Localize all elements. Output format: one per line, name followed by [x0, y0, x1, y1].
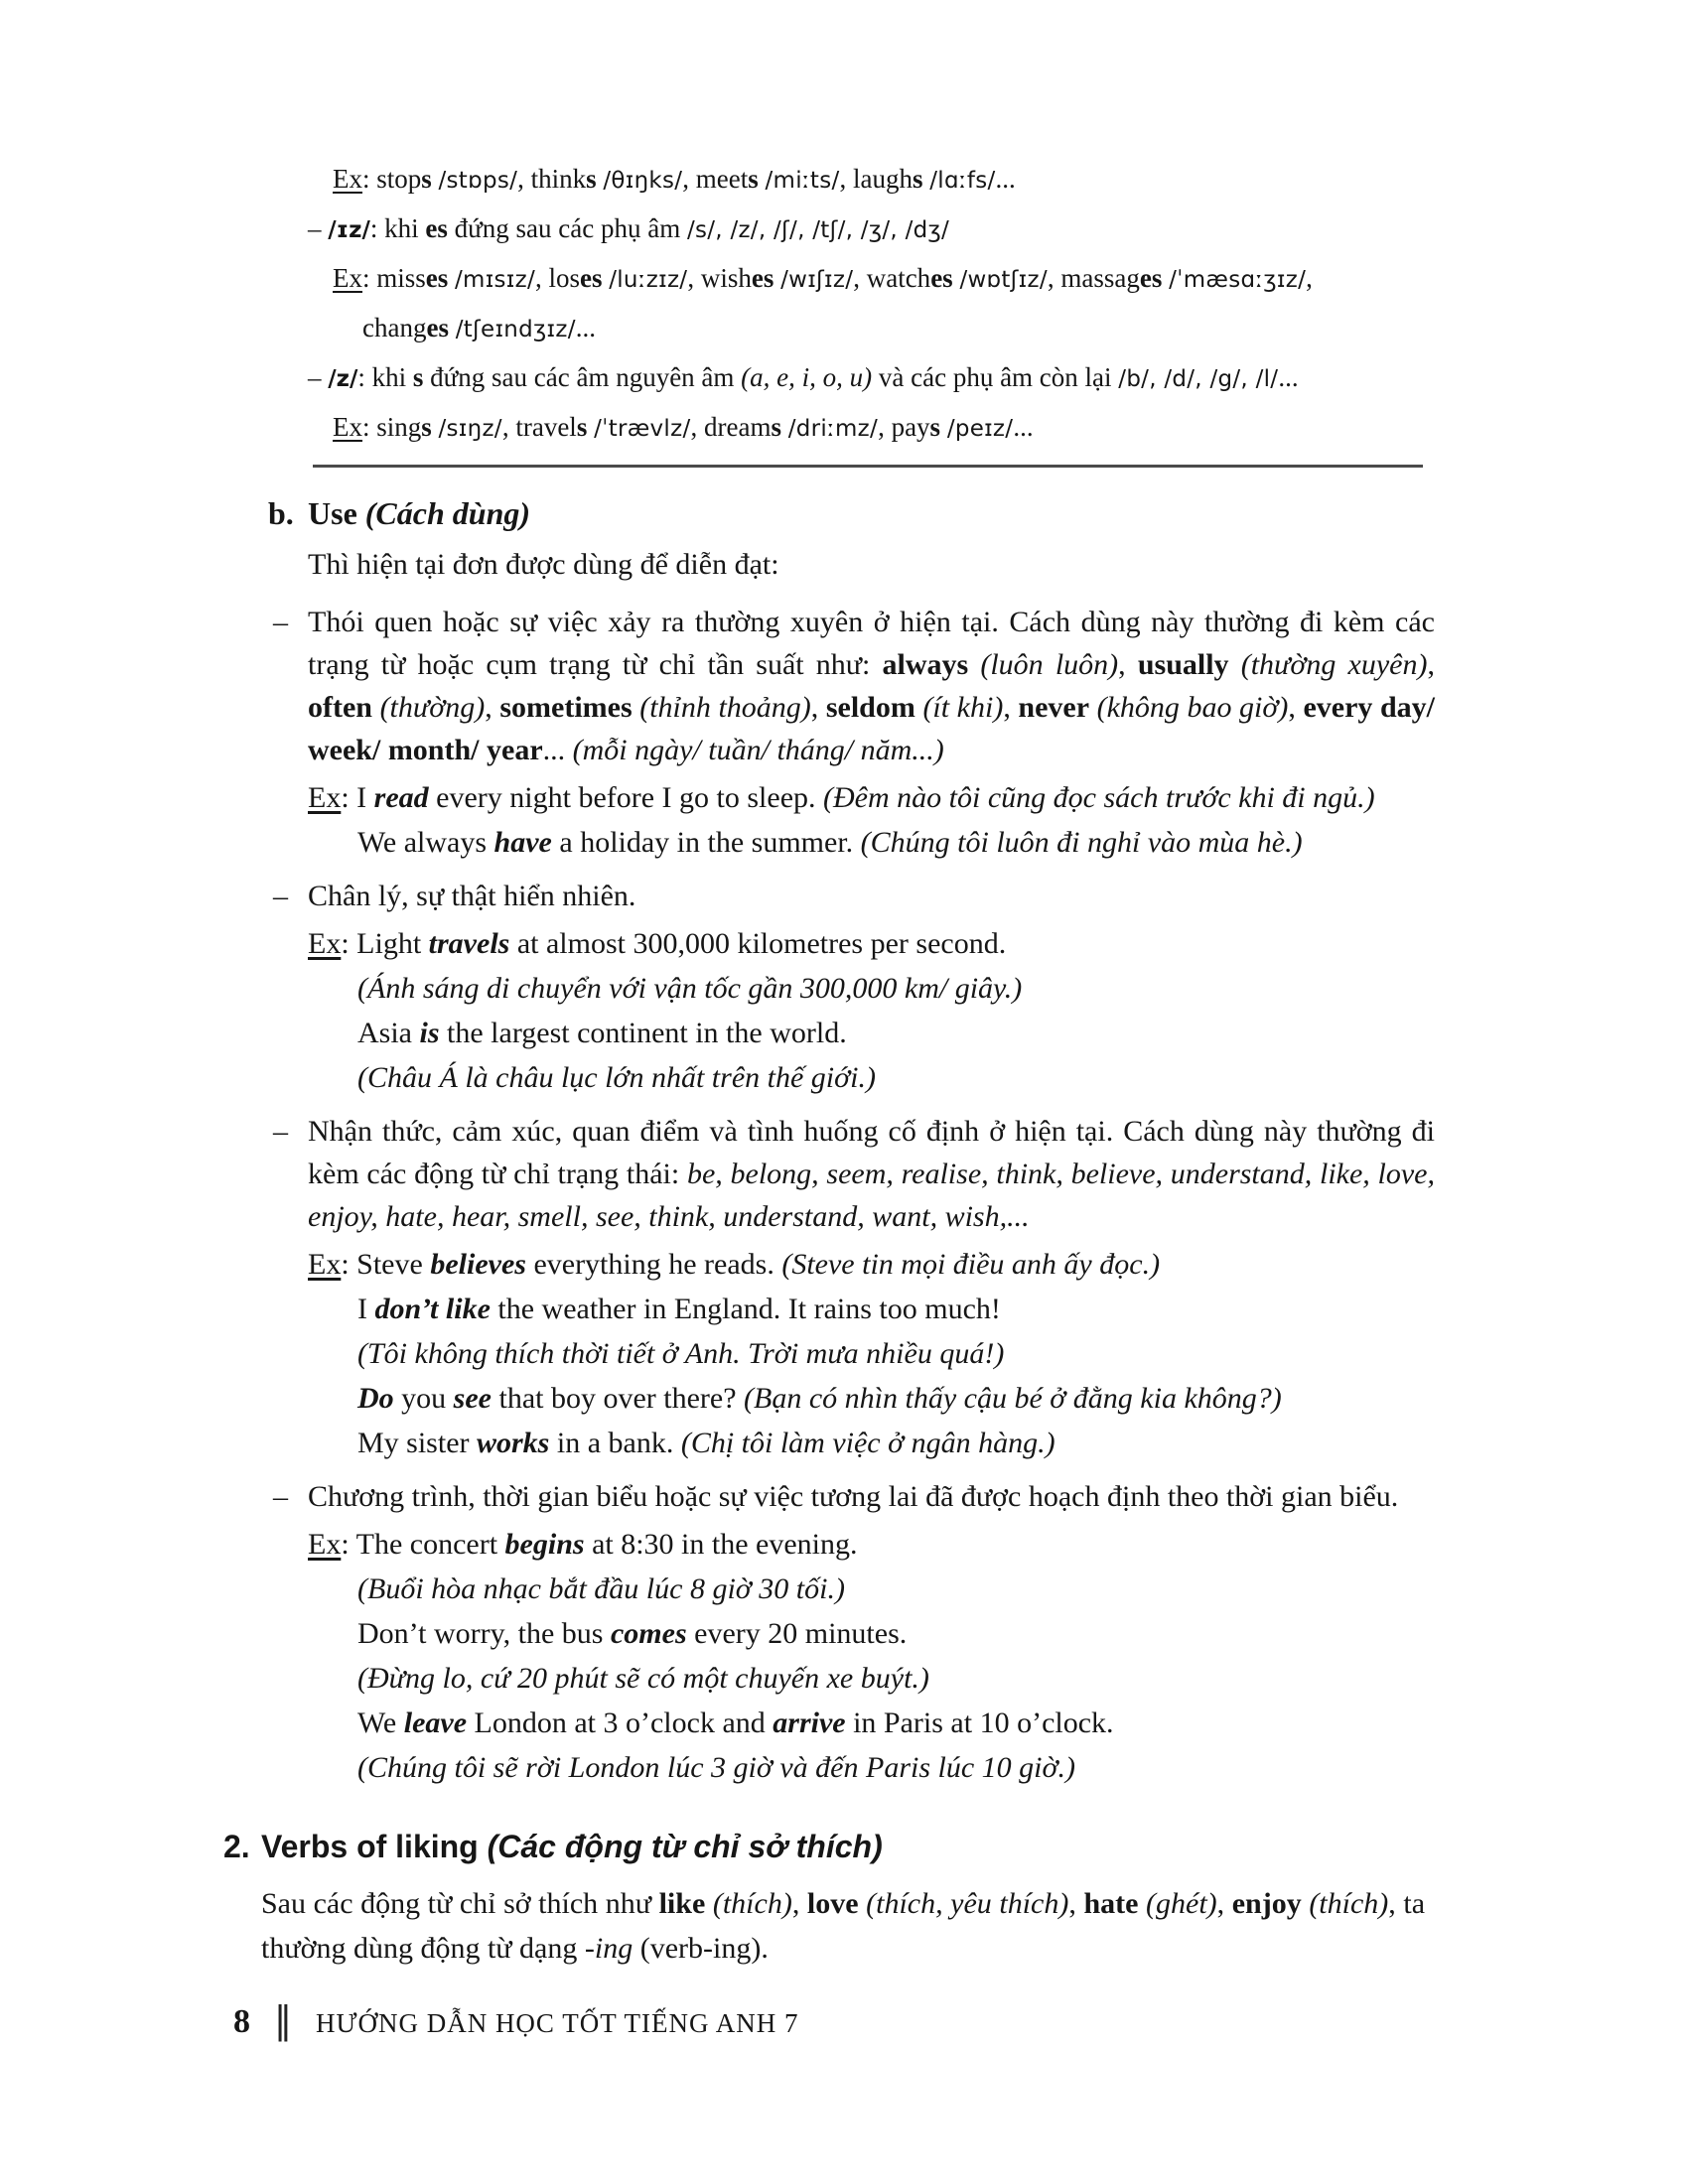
text-segment: (Bạn có nhìn thấy cậu bé ở đằng kia không?) — [744, 1382, 1282, 1415]
text-segment: /z/ — [328, 366, 358, 392]
text-segment: – — [308, 213, 329, 243]
text-segment — [759, 164, 766, 194]
text-segment: : Light — [341, 927, 429, 960]
text-segment: es — [579, 263, 603, 293]
text-segment: , dream — [690, 412, 772, 442]
text-segment: /miːts/ — [765, 168, 840, 194]
text-segment: My sister — [357, 1427, 477, 1459]
phonetic-example-line — [0, 254, 1435, 304]
example-line — [0, 1421, 1435, 1465]
text-segment: read — [373, 781, 429, 814]
text-segment: see — [453, 1382, 492, 1415]
text-segment: /peɪz/ — [946, 416, 1014, 442]
text-segment: Do — [357, 1382, 394, 1415]
text-segment: (thường) — [379, 691, 486, 724]
text-segment: (Châu Á là châu lục lớn nhất trên thế giới.) — [357, 1061, 876, 1094]
text-segment — [432, 412, 439, 442]
text-segment: -ing — [584, 1932, 633, 1965]
text-segment: , — [1068, 1887, 1084, 1920]
text-segment: : miss — [362, 263, 426, 293]
text-segment: every night before I go to sleep. — [428, 781, 824, 814]
text-segment: /ˈmæsɑːʒɪz/ — [1169, 267, 1307, 293]
text-segment: We — [357, 1706, 404, 1739]
text-segment: , think — [517, 164, 587, 194]
text-segment: seldom — [825, 691, 915, 724]
usage-bullet — [0, 1110, 1435, 1238]
text-segment: don’t like — [374, 1293, 491, 1325]
text-segment: (thích, yêu thích) — [866, 1887, 1069, 1920]
example-line — [0, 1011, 1435, 1055]
text-segment: /s/, /z/, /ʃ/, /tʃ/, /ʒ/, /dʒ/ — [686, 217, 950, 243]
text-segment: , — [1288, 691, 1304, 724]
text-segment: (mỗi ngày/ tuần/ tháng/ năm...) — [572, 734, 944, 766]
text-segment: like — [658, 1887, 706, 1920]
text-segment: đứng sau các phụ âm — [447, 213, 687, 243]
text-segment: you — [393, 1382, 454, 1415]
example-line — [0, 1656, 1435, 1701]
text-segment: : stop — [362, 164, 422, 194]
text-segment: s — [412, 362, 424, 392]
text-segment: /mɪsɪz/ — [455, 267, 535, 293]
text-segment: , — [791, 1887, 807, 1920]
list-marker: – — [273, 1480, 288, 1513]
phonetic-example-line — [0, 155, 1435, 205]
text-segment: Use — [308, 495, 365, 531]
text-segment: (thỉnh thoảng) — [639, 691, 811, 724]
text-segment: : I — [341, 781, 374, 814]
example-line — [0, 1287, 1435, 1331]
example-line — [0, 1242, 1435, 1287]
text-segment: /ˈtrævlz/ — [594, 416, 691, 442]
text-segment: (không bao giờ) — [1096, 691, 1289, 724]
text-segment: (a, e, i, o, u) — [741, 362, 873, 392]
text-segment: /luːzɪz/ — [609, 267, 688, 293]
text-segment: Ex — [308, 1248, 342, 1281]
text-segment: every day/ week/ month/ year — [308, 691, 1436, 766]
text-segment — [372, 691, 380, 724]
example-line — [0, 775, 1435, 820]
text-segment: Thói quen hoặc sự việc xảy ra thường xuyên ở hiện tại. Cách dùng này thường đi kèm các trạng từ hoặc cụm trạng từ chỉ tần suất như: — [308, 606, 1435, 681]
example-line — [0, 1522, 1435, 1567]
text-segment: often — [308, 691, 372, 724]
text-segment: (ít khi) — [922, 691, 1004, 724]
list-marker: – — [273, 880, 288, 912]
text-segment: , — [1427, 648, 1435, 681]
text-segment: travels — [428, 927, 510, 960]
text-segment — [432, 164, 439, 194]
text-segment: , — [810, 691, 826, 724]
section-intro — [0, 539, 1435, 591]
example-line — [0, 921, 1435, 966]
text-segment: es — [426, 313, 449, 342]
text-segment: (Chúng tôi luôn đi nghỉ vào mùa hè.) — [860, 826, 1303, 859]
text-segment: , — [1118, 648, 1138, 681]
text-segment: : khi — [357, 362, 413, 392]
book-title: HƯỚNG DẪN HỌC TỐT TIẾNG ANH 7 — [316, 2008, 799, 2038]
footer-separator-icon: ‖ — [274, 1998, 292, 2043]
text-segment: /lɑːfs/ — [929, 168, 996, 194]
text-segment: (Steve tin mọi điều anh ấy đọc.) — [781, 1248, 1161, 1281]
text-segment: /wɪʃɪz/ — [780, 267, 854, 293]
section-2-paragraph — [0, 1881, 1425, 1971]
text-segment: Chân lý, sự thật hiển nhiên. — [308, 880, 636, 912]
text-segment: : khi — [369, 213, 426, 243]
text-segment: be, belong, seem, realise, think, believe, understand, like, love, enjoy, hate, hear, smell, see, think, understand, want, wish,... — [308, 1158, 1435, 1233]
text-segment: in a bank. — [549, 1427, 681, 1459]
text-segment: have — [493, 826, 552, 859]
text-segment: , ta thường dùng động từ dạng — [261, 1887, 1426, 1965]
phonetic-example-line — [0, 403, 1435, 453]
phonetic-example-line — [0, 304, 1435, 353]
text-segment: Chương trình, thời gian biểu hoặc sự việc tương lai đã được hoạch định theo thời gian biểu. — [308, 1480, 1399, 1513]
text-segment: Asia — [357, 1017, 420, 1049]
text-segment: (thích) — [712, 1887, 792, 1920]
text-segment: the weather in England. It rains too much! — [490, 1293, 1001, 1325]
text-segment: Ex — [308, 781, 342, 814]
example-line — [0, 966, 1435, 1011]
text-segment: (Ánh sáng di chuyển với vận tốc gần 300,000 km/ giây.) — [357, 972, 1023, 1005]
text-segment: ... — [995, 164, 1016, 194]
text-segment: s — [586, 164, 597, 194]
text-segment — [968, 648, 980, 681]
example-line — [0, 1376, 1435, 1421]
text-segment: , wish — [687, 263, 752, 293]
text-segment: (Chị tôi làm việc ở ngân hàng.) — [680, 1427, 1055, 1459]
example-line — [0, 1745, 1435, 1790]
text-segment: Ex — [333, 412, 362, 442]
text-segment: (luôn luôn) — [980, 648, 1119, 681]
text-segment: /wɒtʃɪz/ — [959, 267, 1048, 293]
text-segment: , — [1003, 691, 1019, 724]
page-footer — [0, 2000, 1688, 2041]
text-segment: Don’t worry, the bus — [357, 1617, 611, 1650]
text-segment: s — [771, 412, 781, 442]
list-marker: – — [273, 1115, 288, 1148]
text-segment: works — [477, 1427, 550, 1459]
text-segment: begins — [504, 1528, 585, 1561]
text-segment: – — [308, 362, 329, 392]
text-segment: s — [748, 164, 759, 194]
text-segment: /θɪŋks/ — [603, 168, 683, 194]
text-segment — [781, 412, 788, 442]
section-b-heading — [0, 489, 1435, 537]
example-line — [0, 1701, 1435, 1745]
text-segment: /ɪz/ — [328, 217, 370, 243]
text-segment: es — [425, 213, 448, 243]
text-segment: es — [1139, 263, 1163, 293]
usage-bullet — [0, 875, 1435, 917]
text-segment — [940, 412, 947, 442]
text-segment: , — [485, 691, 500, 724]
example-line — [0, 820, 1435, 865]
text-segment: always — [882, 648, 969, 681]
text-segment: ... — [575, 313, 596, 342]
example-line — [0, 1055, 1435, 1100]
text-segment: Sau các động từ chỉ sở thích như — [261, 1887, 659, 1920]
text-segment: every 20 minutes. — [686, 1617, 908, 1650]
text-segment: và các phụ âm còn lại — [872, 362, 1119, 392]
text-segment: I — [357, 1293, 375, 1325]
text-segment: ... — [542, 734, 573, 766]
text-segment — [1229, 648, 1241, 681]
text-segment: s — [929, 412, 941, 442]
text-segment: Thì hiện tại đơn được dùng để diễn đạt: — [308, 548, 779, 581]
example-line — [0, 1567, 1435, 1611]
text-segment: , watch — [853, 263, 931, 293]
text-segment: at 8:30 in the evening. — [584, 1528, 858, 1561]
text-segment: s — [421, 164, 432, 194]
text-segment — [705, 1887, 713, 1920]
usage-bullet — [0, 1475, 1435, 1518]
text-segment: es — [425, 263, 449, 293]
text-segment: (thường xuyên) — [1240, 648, 1428, 681]
text-segment: , — [1306, 263, 1313, 293]
text-segment: comes — [610, 1617, 687, 1650]
text-segment: is — [419, 1017, 440, 1049]
text-segment: /sɪŋz/ — [438, 416, 502, 442]
usage-bullet — [0, 601, 1435, 771]
text-segment — [1089, 691, 1097, 724]
text-segment: , los — [534, 263, 580, 293]
list-marker: b. — [268, 495, 294, 531]
text-segment: London at 3 o’clock and — [467, 1706, 774, 1739]
text-segment: leave — [403, 1706, 468, 1739]
text-segment: es — [751, 263, 774, 293]
text-segment: /stɒps/ — [438, 168, 518, 194]
text-segment: (verb-ing). — [633, 1932, 769, 1965]
text-segment: es — [930, 263, 953, 293]
text-segment: arrive — [773, 1706, 846, 1739]
list-marker: – — [273, 606, 288, 638]
text-segment: We always — [357, 826, 494, 859]
text-segment: never — [1018, 691, 1090, 724]
example-line — [0, 1611, 1435, 1656]
text-segment — [1138, 1887, 1146, 1920]
phonetic-rule-line — [0, 353, 1435, 403]
text-segment: Verbs of liking — [261, 1829, 488, 1864]
text-segment: , meet — [682, 164, 749, 194]
text-segment: everything he reads. — [525, 1248, 782, 1281]
phonetic-rule-line — [0, 205, 1435, 254]
text-segment: Ex — [308, 927, 342, 960]
text-segment: (Cách dùng) — [364, 495, 531, 531]
text-segment: /driːmz/ — [787, 416, 879, 442]
text-segment: the largest continent in the world. — [439, 1017, 847, 1049]
text-segment: (Buổi hòa nhạc bắt đầu lúc 8 giờ 30 tối.) — [357, 1572, 845, 1605]
text-segment: , pay — [878, 412, 930, 442]
text-segment — [449, 313, 456, 342]
text-segment: a holiday in the summer. — [551, 826, 861, 859]
text-segment: , — [1216, 1887, 1232, 1920]
text-segment: , massag — [1047, 263, 1140, 293]
page-number: 8 — [233, 2003, 250, 2040]
text-segment: sometimes — [499, 691, 633, 724]
text-segment: at almost 300,000 kilometres per second. — [509, 927, 1007, 960]
example-line — [0, 1331, 1435, 1376]
text-segment: that boy over there? — [491, 1382, 745, 1415]
text-segment: enjoy — [1231, 1887, 1302, 1920]
text-segment: ... — [1013, 412, 1034, 442]
text-segment: : The concert — [341, 1528, 505, 1561]
text-segment: in Paris at 10 o’clock. — [845, 1706, 1114, 1739]
divider-rule — [313, 465, 1423, 468]
text-segment: s — [576, 412, 588, 442]
text-segment: (Đừng lo, cứ 20 phút sẽ có một chuyến xe buýt.) — [357, 1662, 929, 1695]
text-segment: (Đêm nào tôi cũng đọc sách trước khi đi ngủ.) — [823, 781, 1375, 814]
text-segment: love — [806, 1887, 859, 1920]
text-segment: Ex — [333, 164, 362, 194]
text-segment: : Steve — [341, 1248, 431, 1281]
text-segment: (ghét) — [1146, 1887, 1217, 1920]
text-segment: , travel — [501, 412, 577, 442]
text-segment: s — [421, 412, 432, 442]
section-2-heading — [0, 1824, 1435, 1869]
text-segment: (Tôi không thích thời tiết ở Anh. Trời mưa nhiều quá!) — [357, 1337, 1005, 1370]
text-segment — [859, 1887, 867, 1920]
text-segment: ... — [1278, 362, 1299, 392]
text-segment: đứng sau các âm nguyên âm — [423, 362, 742, 392]
text-segment: Nhận thức, cảm xúc, quan điểm và tình huống cố định ở hiện tại. Cách dùng này thường đi kèm các động từ chỉ trạng thái: — [308, 1115, 1435, 1190]
text-segment: usually — [1137, 648, 1229, 681]
text-segment: s — [912, 164, 923, 194]
text-segment: /tʃeɪndʒɪz/ — [455, 317, 576, 342]
text-segment: chang — [362, 313, 427, 342]
text-segment: /b/, /d/, /g/, /l/ — [1118, 366, 1279, 392]
list-marker: 2. — [223, 1829, 250, 1864]
text-segment: (Các động từ chỉ sở thích) — [487, 1829, 883, 1864]
text-segment: (Chúng tôi sẽ rời London lúc 3 giờ và đến Paris lúc 10 giờ.) — [357, 1751, 1075, 1784]
text-segment: : sing — [362, 412, 422, 442]
text-segment: Ex — [333, 263, 362, 293]
text-segment: , laugh — [839, 164, 913, 194]
text-segment: believes — [430, 1248, 526, 1281]
text-segment: (thích) — [1309, 1887, 1389, 1920]
text-segment: Ex — [308, 1528, 342, 1561]
text-segment: hate — [1083, 1887, 1139, 1920]
